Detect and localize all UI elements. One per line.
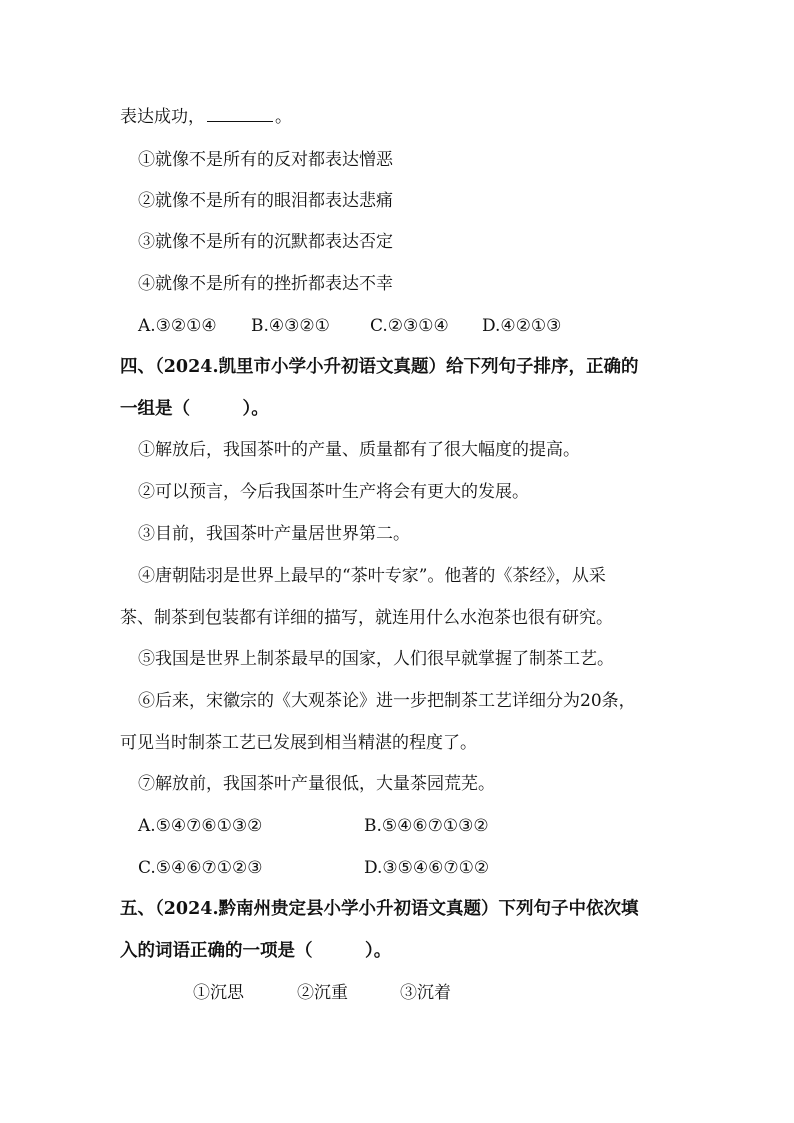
answer-blank[interactable] — [207, 107, 273, 122]
q5-title-line-1: 五、（2024.黔南州贵定县小学小升初语文真题）下列句子中依次填 — [120, 899, 639, 919]
q4-title-line-2: 一组是（ ）。 — [120, 399, 269, 419]
q3-item-4: ④就像不是所有的挫折都表达不幸 — [138, 274, 393, 294]
q4-item-2: ②可以预言，今后我国茶叶生产将会有更大的发展。 — [138, 482, 529, 502]
q4-title-line-1: 四、（2024.凯里市小学小升初语文真题）给下列句子排序，正确的 — [120, 357, 639, 377]
q4-option-a[interactable]: A.⑤④⑦⑥①③② — [138, 816, 263, 836]
q4-options-row-1 — [138, 814, 489, 838]
q4-item-6-continued: 可见当时制茶工艺已发展到相当精湛的程度了。 — [120, 733, 477, 753]
q4-item-7: ⑦解放前，我国茶叶产量很低，大量茶园荒芜。 — [138, 774, 495, 794]
q3-continuation-prefix: 表达成功， — [120, 107, 205, 127]
q5-word-3: ③沉着 — [400, 983, 451, 1003]
q3-option-c[interactable]: C.②③①④ — [370, 316, 449, 336]
q5-word-2: ②沉重 — [297, 983, 348, 1003]
q4-item-5: ⑤我国是世界上制茶最早的国家，人们很早就掌握了制茶工艺。 — [138, 649, 614, 669]
q4-option-c[interactable]: C.⑤④⑥⑦①②③ — [138, 858, 263, 878]
q4-item-4-continued: 茶、制茶到包装都有详细的描写，就连用什么水泡茶也很有研究。 — [120, 608, 613, 628]
q4-item-1: ①解放后，我国茶叶的产量、质量都有了很大幅度的提高。 — [138, 440, 580, 460]
q3-item-3: ③就像不是所有的沉默都表达否定 — [138, 232, 393, 252]
q5-title-line-2: 入的词语正确的一项是（ ）。 — [120, 941, 392, 961]
q3-option-a[interactable]: A.③②①④ — [138, 316, 217, 336]
q3-continuation-suffix: 。 — [275, 107, 292, 127]
q5-words — [193, 981, 451, 1005]
q4-item-4: ④唐朝陆羽是世界上最早的“茶叶专家”。他著的《茶经》，从采 — [138, 566, 606, 586]
q4-option-d[interactable]: D.③⑤④⑥⑦①② — [364, 858, 490, 878]
q4-options-row-2 — [138, 856, 489, 880]
q3-options — [138, 314, 561, 338]
q3-option-b[interactable]: B.④③②① — [251, 316, 330, 336]
q3-item-1: ①就像不是所有的反对都表达憎恶 — [138, 150, 393, 170]
q3-continuation — [120, 105, 292, 129]
q4-item-6: ⑥后来，宋徽宗的《大观茶论》进一步把制茶工艺详细分为20条， — [138, 691, 636, 711]
q4-item-3: ③目前，我国茶叶产量居世界第二。 — [138, 524, 410, 544]
q3-option-d[interactable]: D.④②①③ — [482, 316, 562, 336]
q3-item-2: ②就像不是所有的眼泪都表达悲痛 — [138, 191, 393, 211]
q4-option-b[interactable]: B.⑤④⑥⑦①③② — [364, 816, 489, 836]
q5-word-1: ①沉思 — [193, 983, 244, 1003]
